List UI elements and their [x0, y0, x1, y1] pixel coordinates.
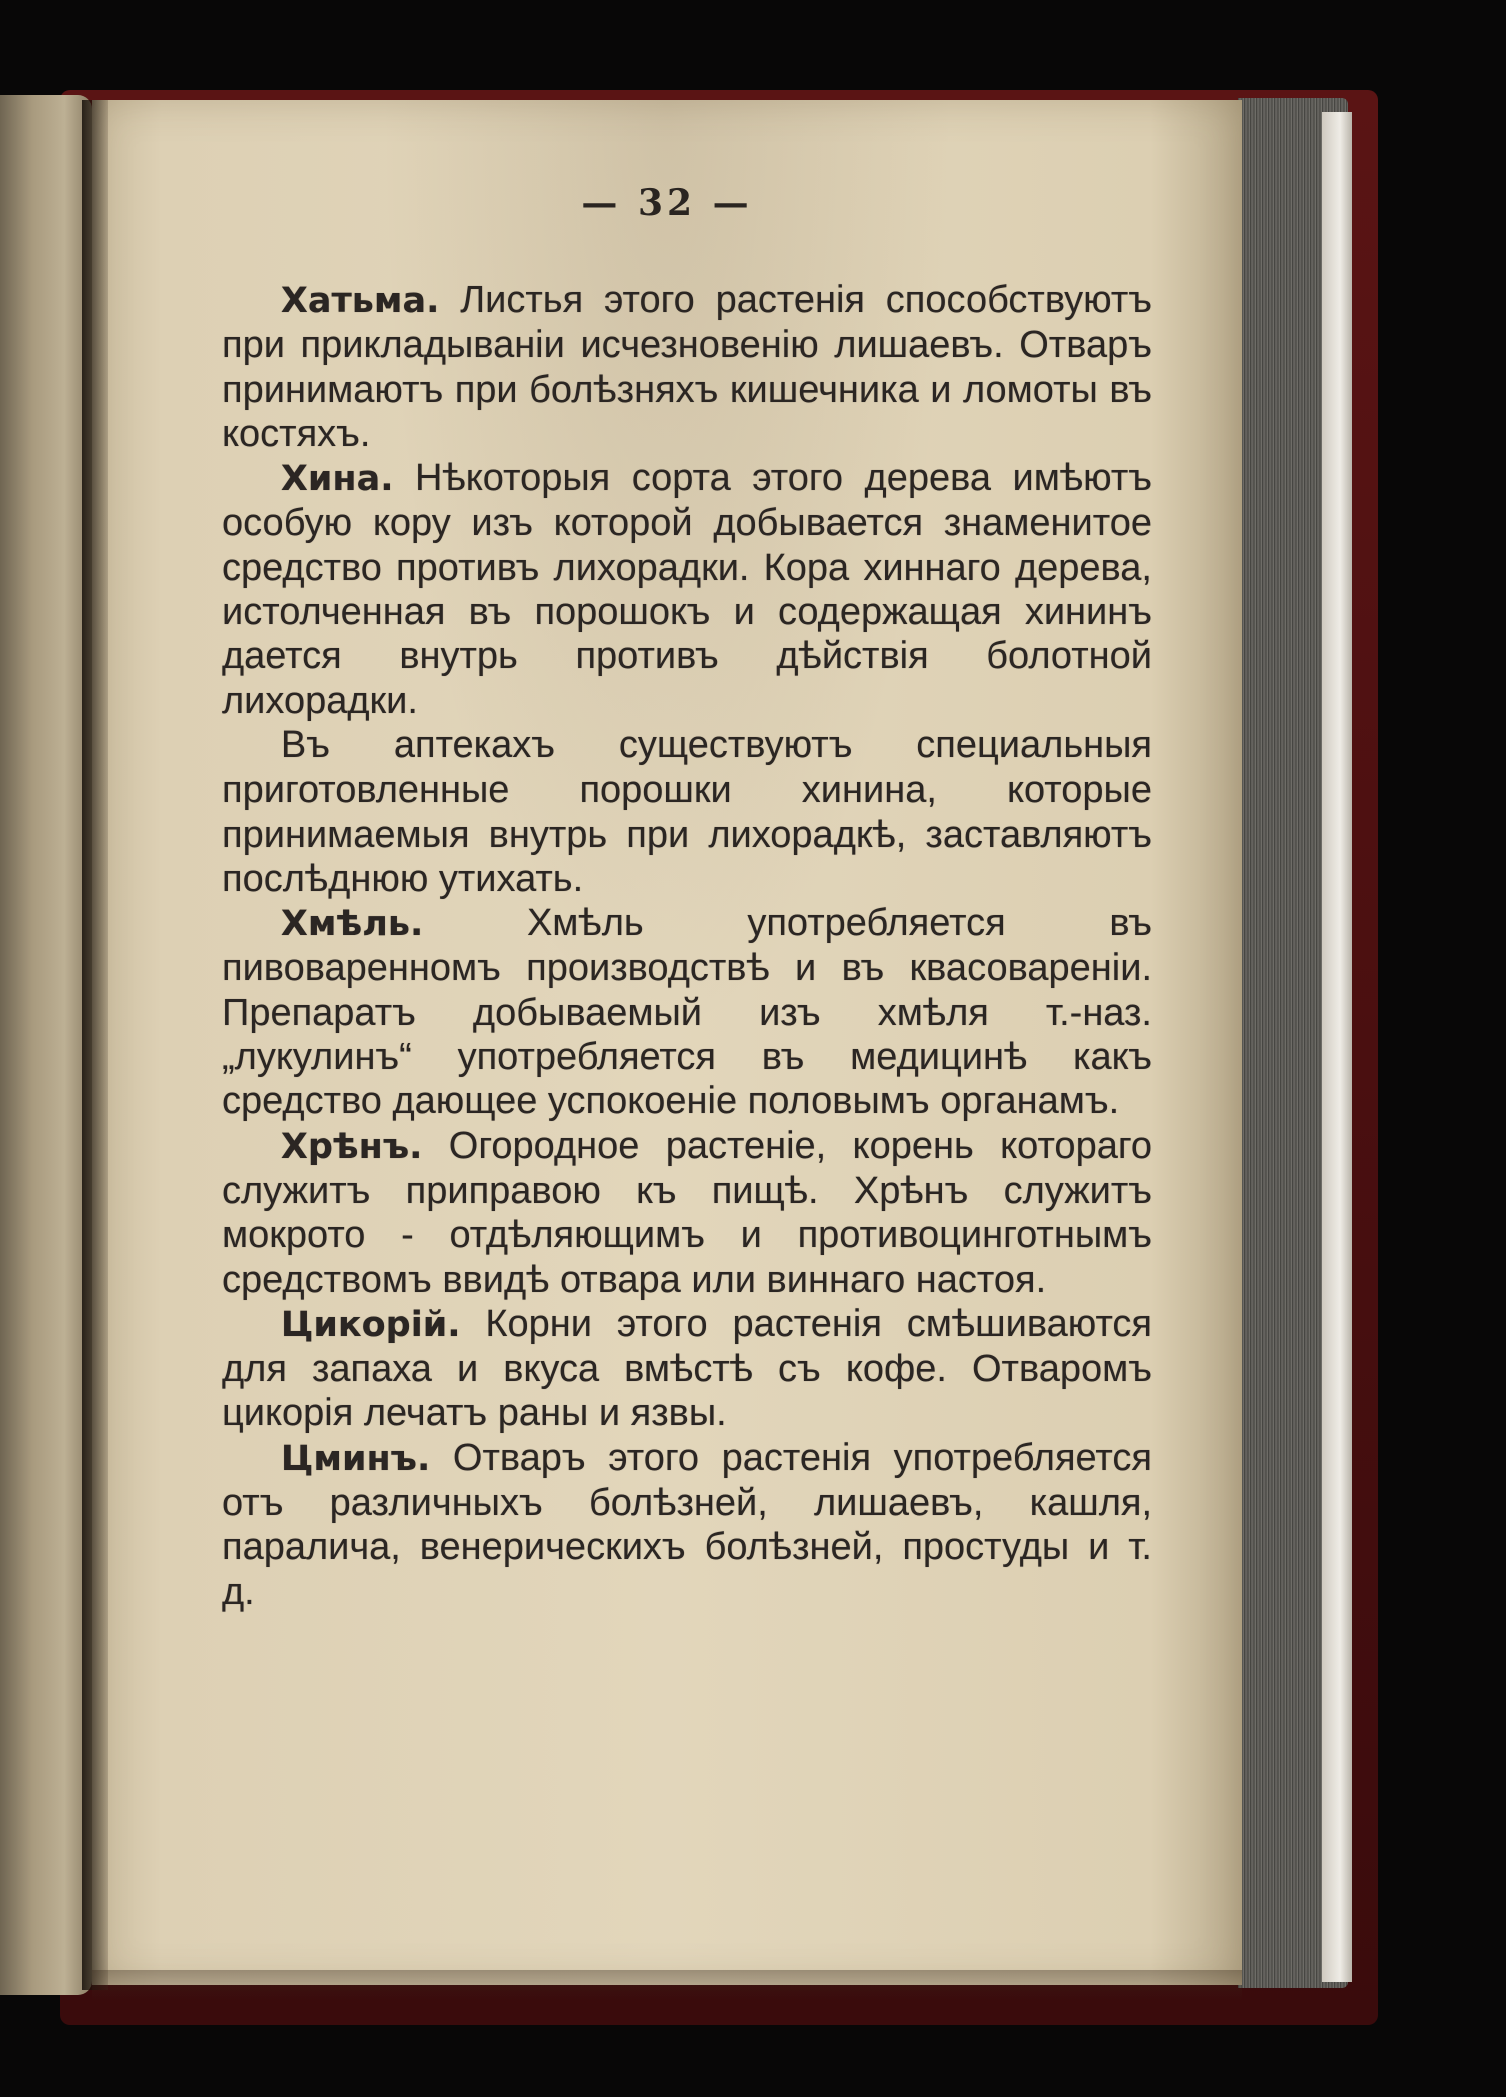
- entry-text: Хмѣль употребляется въ пивоваренномъ производствѣ и въ квасовареніи. Препаратъ добываемый изъ хмѣля т.-наз. „лукулинъ“ употребляется въ медицинѣ какъ средство дающее успокоеніе половымъ органамъ.: [222, 902, 1152, 1123]
- entry-tsikoriy: [222, 1302, 1152, 1436]
- entry-text: Нѣкоторыя сорта этого дерева имѣютъ особую кору изъ которой добывается знаменитое средство противъ лихорадки. Кора хиннаго дерева, истолченная въ порошокъ и содержащая хининъ дается внутрь противъ дѣйствія болотной лихорадки.: [222, 457, 1152, 722]
- spine-shadow: [82, 100, 108, 1990]
- entry-term: Хатьма.: [280, 281, 440, 321]
- page-bottom-shadow: [92, 1970, 1242, 2000]
- entry-tsmin: [222, 1436, 1152, 1614]
- previous-page-edge: [0, 95, 92, 1995]
- entry-text: Корни этого растенія смѣшиваются для запаха и вкуса вмѣстѣ съ кофе. Отваромъ цикорія лечатъ раны и язвы.: [222, 1302, 1152, 1435]
- entry-text: Листья этого растенія способствуютъ при прикладываніи исчезновенію лишаевъ. Отваръ принимаютъ при болѣзняхъ кишечника и ломоты въ костяхъ.: [222, 279, 1152, 455]
- entry-khina-continued: [222, 723, 1152, 901]
- entry-term: Хмѣль.: [280, 904, 424, 945]
- entry-text: Отваръ этого растенія употребляется отъ различныхъ болѣзней, лишаевъ, кашля, паралича, венерическихъ болѣзней, простуды и т. д.: [222, 1436, 1152, 1613]
- entry-khmel: [222, 901, 1152, 1123]
- entry-term: Хрѣнъ.: [280, 1126, 423, 1167]
- page-edge-highlight: [1322, 112, 1352, 1982]
- entry-khatma: [222, 278, 1152, 456]
- entry-text: Въ аптекахъ существуютъ специальныя приготовленные порошки хинина, которые принимаемыя внутрь при лихорадкѣ, заставляютъ послѣднюю утихать.: [222, 723, 1152, 900]
- entry-term: Хина.: [280, 459, 394, 500]
- entry-khren: [222, 1124, 1152, 1302]
- entry-khina: [222, 456, 1152, 723]
- page-text: [222, 278, 1152, 1614]
- entry-term: Цминъ.: [280, 1438, 431, 1479]
- entry-text: Огородное растеніе, корень котораго служитъ приправою къ пищѣ. Хрѣнъ служитъ мокрото - отдѣляющимъ и противоцинготнымъ средствомъ ввидѣ отвара или виннаго настоя.: [222, 1124, 1152, 1301]
- page-number: — 32 —: [581, 182, 753, 224]
- book-page: [92, 100, 1242, 1985]
- entry-term: Цикорій.: [280, 1304, 461, 1345]
